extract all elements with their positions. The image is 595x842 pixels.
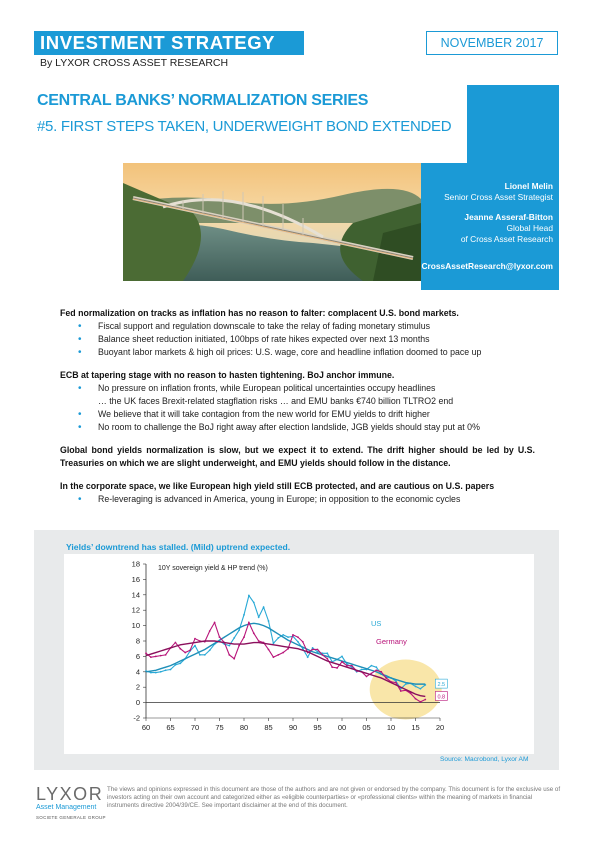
bullet-item: • No room to challenge the BoJ right away after election landslide, JGB yields should stay put at 0%: [74, 421, 535, 434]
bullet-list: [74, 320, 535, 359]
series-point-germany: [248, 622, 250, 624]
series-point-us: [243, 614, 245, 616]
authors-block: [400, 181, 553, 272]
end-value-label: 2.5: [437, 682, 446, 689]
legal-disclaimer: The views and opinions expressed in this document are those of the authors and are not given or endorsed by the company. This document is for the exclusive use of investors acting on their own account and categorized either as «eligible counterparties» or «professional clients» within the meaning of markets in financial instruments directive 2004/39/CE. See important disclaimer at the end of this document.: [107, 786, 561, 810]
series-point-germany: [287, 648, 289, 650]
series-point-us: [165, 669, 167, 671]
y-tick-label: 16: [131, 574, 140, 584]
series-point-us: [297, 641, 299, 643]
series-point-germany: [297, 636, 299, 638]
y-tick-label: 2: [135, 682, 140, 692]
series-point-us: [233, 637, 235, 639]
series-point-germany: [160, 655, 162, 657]
x-tick-label: 05: [362, 723, 371, 732]
series-point-germany: [385, 677, 387, 679]
series-point-us: [277, 637, 279, 639]
series-point-us: [248, 595, 250, 597]
y-tick-label: 6: [135, 651, 140, 661]
series-point-us: [375, 666, 377, 668]
y-tick-label: 4: [135, 667, 140, 677]
publication-date: NOVEMBER 2017: [426, 31, 558, 55]
series-point-us: [170, 669, 172, 671]
author-role: of Cross Asset Research: [460, 234, 553, 244]
series-point-us: [326, 652, 328, 654]
x-tick-label: 95: [313, 723, 322, 732]
end-value-label: 0.8: [437, 694, 446, 701]
series-point-germany: [273, 656, 275, 658]
series-point-us: [282, 634, 284, 636]
y-tick-label: 8: [135, 636, 140, 646]
series-point-germany: [292, 634, 294, 636]
yield-chart: [64, 554, 534, 754]
series-point-us: [361, 669, 363, 671]
series-point-us: [238, 629, 240, 631]
x-tick-label: 75: [215, 723, 224, 732]
series-point-germany: [258, 640, 260, 642]
series-point-germany: [214, 622, 216, 624]
series-point-germany: [165, 654, 167, 656]
bullet-item: • No pressure on inflation fronts, while European political uncertainties occupy headlines: [74, 382, 535, 395]
series-point-germany: [336, 667, 338, 669]
author-name: Lionel Melin: [504, 181, 553, 191]
section-heading: In the corporate space, we like European high yield still ECB protected, and are cautious on U.S. papers: [60, 481, 495, 491]
y-tick-label: 12: [131, 605, 140, 615]
bullet-item: • We believe that it will take contagion from the new world for EMU yields to drift higher: [74, 408, 535, 421]
series-point-us: [253, 602, 255, 604]
series-point-germany: [268, 649, 270, 651]
section-heading: Fed normalization on tracks as inflation has no reason to falter: complacent U.S. bond markets.: [60, 308, 459, 318]
series-point-germany: [209, 630, 211, 632]
document-subtitle: #5. FIRST STEPS TAKEN, UNDERWEIGHT BOND EXTENDED: [37, 118, 452, 135]
series-point-us: [228, 645, 230, 647]
series-point-germany: [194, 638, 196, 640]
report-author-line: By LYXOR CROSS ASSET RESEARCH: [40, 57, 229, 69]
series-point-germany: [282, 652, 284, 654]
author-role: Senior Cross Asset Strategist: [444, 192, 553, 202]
series-point-us: [150, 672, 152, 674]
x-tick-label: 00: [337, 723, 347, 732]
series-point-us: [415, 686, 417, 688]
lyxor-logo: [36, 785, 106, 820]
series-point-us: [341, 656, 343, 658]
logo-wordmark: LYXOR: [36, 784, 104, 804]
logo-subtitle: Asset Management: [36, 804, 97, 811]
series-point-germany: [277, 654, 279, 656]
bullet-list: [74, 493, 535, 506]
x-tick-label: 90: [288, 723, 298, 732]
series-point-germany: [322, 654, 324, 656]
series-point-us: [307, 656, 309, 658]
series-point-germany: [219, 636, 221, 638]
bullet-item: • Buoyant labor markets & high oil prices: U.S. wage, core and headline inflation doomed to pace up: [74, 346, 535, 359]
series-point-germany: [331, 666, 333, 668]
series-point-us: [160, 671, 162, 673]
logo-tagline: SOCIETE GENERALE GROUP: [36, 815, 106, 820]
series-point-us: [420, 688, 422, 690]
series-point-us: [194, 645, 196, 647]
bullet-item: • Re-leveraging is advanced in America, young in Europe; in opposition to the economic cycles: [74, 493, 535, 506]
series-point-germany: [175, 642, 177, 644]
author-name: Jeanne Asseraf-Bitton: [464, 212, 553, 222]
series-point-germany: [366, 676, 368, 678]
series-point-us: [263, 606, 265, 608]
series-point-germany: [380, 671, 382, 673]
series-point-us: [312, 647, 314, 649]
series-point-germany: [302, 641, 304, 643]
bullet-item: • Fiscal support and regulation downscale to take the relay of fading monetary stimulus: [74, 320, 535, 333]
y-tick-label: -2: [133, 713, 140, 723]
x-tick-label: 70: [190, 723, 200, 732]
x-tick-label: 15: [411, 723, 420, 732]
series-point-germany: [317, 649, 319, 651]
contact-email-link[interactable]: CrossAssetResearch@lyxor.com: [421, 261, 553, 271]
series-point-us: [209, 649, 211, 651]
series-point-germany: [420, 701, 422, 703]
bullet-item: • Balance sheet reduction initiated, 100bps of rate hikes expected over next 13 months: [74, 333, 535, 346]
series-point-germany: [351, 665, 353, 667]
series-point-us: [273, 642, 275, 644]
series-point-germany: [326, 658, 328, 660]
legend-germany: Germany: [376, 637, 407, 646]
x-tick-label: 80: [239, 723, 249, 732]
document-title: CENTRAL BANKS’ NORMALIZATION SERIES: [37, 92, 369, 109]
series-point-us: [405, 683, 407, 685]
chart-title: Yields’ downtrend has stalled. (Mild) uptrend expected.: [66, 542, 291, 552]
series-point-us: [287, 636, 289, 638]
chart-area: [64, 554, 534, 754]
series-point-germany: [253, 632, 255, 634]
series-point-germany: [395, 682, 397, 684]
series-point-germany: [233, 658, 235, 660]
series-point-us: [155, 672, 157, 674]
series-point-germany: [228, 654, 230, 656]
series-point-germany: [238, 645, 240, 647]
series-point-germany: [145, 652, 147, 654]
y-tick-label: 14: [131, 590, 140, 600]
section-heading: Global bond yields normalization is slow, but we expect it to extend. The drift higher should be led by U.S. Treasuries on which we are slight underweight, and EMU yields should follow in the distance.: [60, 445, 535, 468]
section-heading: ECB at tapering stage with no reason to hasten tightening. BoJ anchor immune.: [60, 370, 395, 380]
y-tick-label: 0: [135, 698, 140, 708]
y-tick-label: 10: [131, 621, 140, 631]
series-point-germany: [424, 699, 426, 701]
series-point-germany: [184, 652, 186, 654]
series-point-us: [371, 665, 373, 667]
x-tick-label: 20: [435, 723, 445, 732]
series-point-us: [268, 620, 270, 622]
x-tick-label: 65: [166, 723, 175, 732]
series-point-germany: [415, 698, 417, 700]
author-role: Global Head: [506, 223, 553, 233]
bullet-continuation: … the UK faces Brexit-related stagflation risks … and EMU banks €740 billion TLTRO2 end: [98, 396, 454, 406]
series-point-us: [204, 654, 206, 656]
series-point-germany: [150, 656, 152, 658]
x-tick-label: 60: [141, 723, 151, 732]
series-point-us: [258, 616, 260, 618]
x-tick-label: 10: [386, 723, 396, 732]
y-tick-label: 18: [131, 559, 140, 569]
series-point-germany: [189, 649, 191, 651]
series-point-germany: [155, 656, 157, 658]
chart-source: Source: Macrobond, Lyxor AM: [440, 756, 529, 763]
summary-body: [60, 307, 535, 516]
legend-us: US: [371, 619, 382, 628]
cover-photo-bridge: [123, 163, 421, 281]
series-point-germany: [243, 636, 245, 638]
chart-inner-title: 10Y sovereign yield & HP trend (%): [158, 565, 268, 572]
series-point-germany: [179, 648, 181, 650]
series-point-us: [179, 662, 181, 664]
series-point-germany: [400, 690, 402, 692]
report-series-title: INVESTMENT STRATEGY: [40, 32, 276, 53]
x-tick-label: 85: [264, 723, 273, 732]
series-point-germany: [312, 649, 314, 651]
series-point-germany: [341, 661, 343, 663]
bullet-list: [74, 382, 535, 434]
series-point-us: [199, 654, 201, 656]
bridge-illustration: [123, 163, 421, 281]
series-point-germany: [375, 669, 377, 671]
